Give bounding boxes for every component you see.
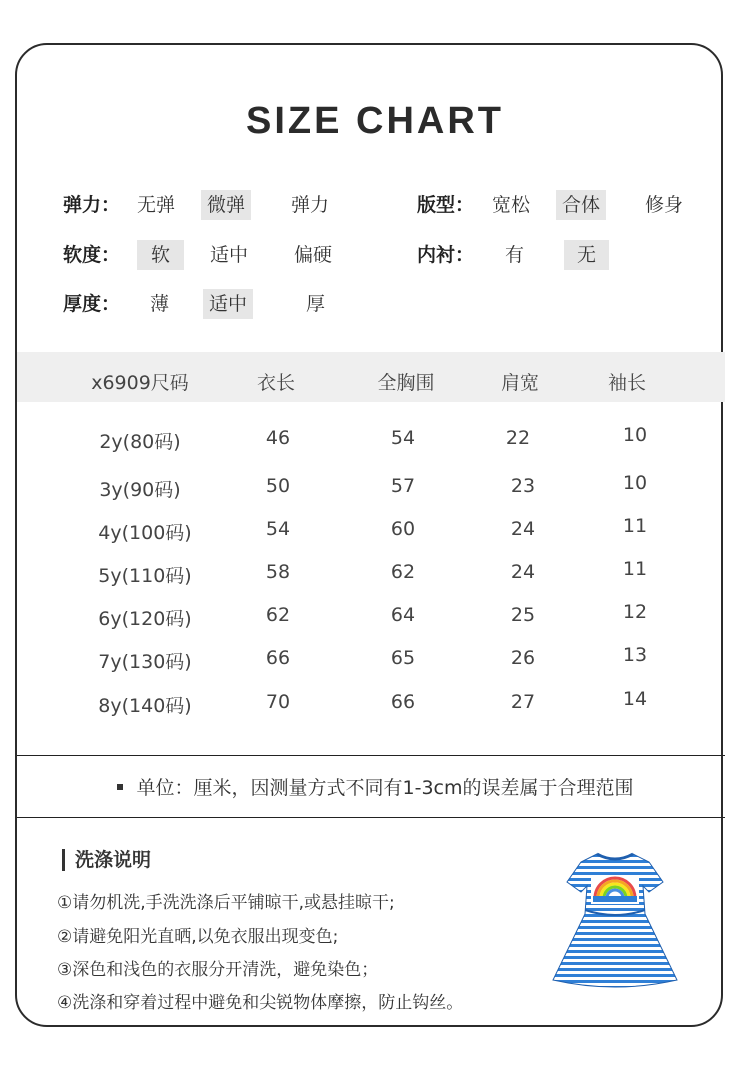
fit-option-regular: 合体 xyxy=(556,190,606,220)
thickness-label: 厚度： xyxy=(63,293,121,315)
softness-option-hard: 偏硬 xyxy=(294,244,333,266)
softness-label: 软度： xyxy=(63,244,121,266)
elasticity-option-elastic: 弹力 xyxy=(291,194,330,216)
cell-length: 50 xyxy=(265,475,291,497)
care-line: ②请避免阳光直晒,以免衣服出现变色; xyxy=(57,927,339,947)
cell-sleeve: 10 xyxy=(622,424,648,446)
cell-chest: 54 xyxy=(390,427,416,449)
page-title: SIZE CHART xyxy=(246,100,504,142)
cell-sleeve: 13 xyxy=(622,644,648,666)
care-line: ④洗涤和穿着过程中避免和尖锐物体摩擦，防止钩丝。 xyxy=(57,993,464,1013)
cell-size: 5y(110码) xyxy=(98,565,192,587)
cell-size: 4y(100码) xyxy=(98,522,192,544)
fit-label: 版型： xyxy=(417,194,475,216)
care-title: 洗涤说明 xyxy=(62,849,151,871)
cell-shoulder: 24 xyxy=(510,561,536,583)
cell-sleeve: 11 xyxy=(622,558,648,580)
cell-length: 66 xyxy=(265,647,291,669)
cell-sleeve: 11 xyxy=(622,515,648,537)
thickness-option-medium: 适中 xyxy=(203,289,253,319)
lining-option-yes: 有 xyxy=(505,244,525,266)
header-size: x6909尺码 xyxy=(91,372,189,394)
cell-size: 2y(80码) xyxy=(99,431,181,453)
cell-chest: 62 xyxy=(390,561,416,583)
unit-note-text: 单位：厘米，因测量方式不同有1-3cm的误差属于合理范围 xyxy=(136,777,634,799)
cell-chest: 60 xyxy=(390,518,416,540)
cell-size: 8y(140码) xyxy=(98,695,192,717)
header-sleeve: 袖长 xyxy=(607,372,647,394)
cell-size: 7y(130码) xyxy=(98,651,192,673)
cell-shoulder: 22 xyxy=(505,427,531,449)
cell-shoulder: 24 xyxy=(510,518,536,540)
cell-shoulder: 27 xyxy=(510,691,536,713)
cell-size: 6y(120码) xyxy=(98,608,192,630)
cell-length: 54 xyxy=(265,518,291,540)
cell-shoulder: 25 xyxy=(510,604,536,626)
lining-option-no: 无 xyxy=(564,240,609,270)
cell-sleeve: 12 xyxy=(622,601,648,623)
cell-length: 70 xyxy=(265,691,291,713)
cell-chest: 64 xyxy=(390,604,416,626)
dress-image xyxy=(545,848,685,993)
elasticity-option-slight: 微弹 xyxy=(201,190,251,220)
care-line: ①请勿机洗,手洗洗涤后平铺晾干,或悬挂晾干; xyxy=(57,893,395,913)
cell-chest: 57 xyxy=(390,475,416,497)
cell-length: 46 xyxy=(265,427,291,449)
cell-sleeve: 10 xyxy=(622,472,648,494)
elasticity-label: 弹力： xyxy=(63,194,121,216)
cell-chest: 66 xyxy=(390,691,416,713)
softness-option-soft: 软 xyxy=(137,240,184,270)
cell-length: 58 xyxy=(265,561,291,583)
care-line: ③深色和浅色的衣服分开清洗，避免染色； xyxy=(57,960,379,980)
fit-option-loose: 宽松 xyxy=(492,194,531,216)
bullet-icon xyxy=(117,784,123,790)
cell-shoulder: 23 xyxy=(510,475,536,497)
header-shoulder: 肩宽 xyxy=(500,372,540,394)
softness-option-medium: 适中 xyxy=(210,244,249,266)
elasticity-option-none: 无弹 xyxy=(137,194,176,216)
cell-size: 3y(90码) xyxy=(99,479,181,501)
lining-label: 内衬： xyxy=(417,244,475,266)
thickness-option-thick: 厚 xyxy=(306,293,326,315)
cell-shoulder: 26 xyxy=(510,647,536,669)
header-length: 衣长 xyxy=(256,372,296,394)
unit-note xyxy=(0,773,750,800)
thickness-option-thin: 薄 xyxy=(150,293,170,315)
divider-top xyxy=(17,755,725,756)
cell-chest: 65 xyxy=(390,647,416,669)
cell-sleeve: 14 xyxy=(622,688,648,710)
header-chest: 全胸围 xyxy=(377,372,435,394)
fit-option-slim: 修身 xyxy=(645,194,684,216)
divider-bottom xyxy=(17,817,725,818)
cell-length: 62 xyxy=(265,604,291,626)
